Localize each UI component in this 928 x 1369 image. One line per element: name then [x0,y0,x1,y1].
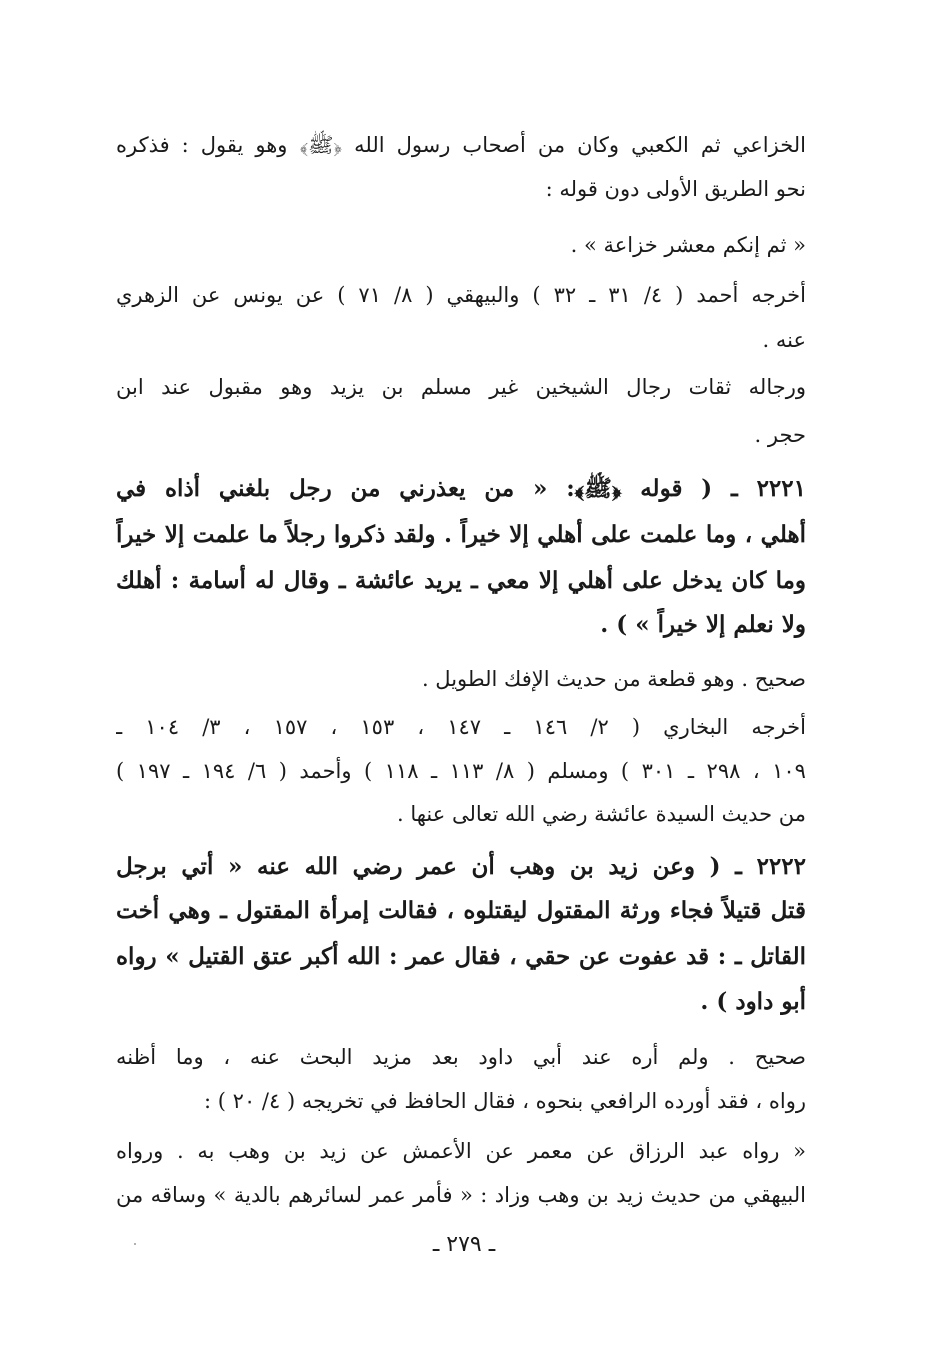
hadith-2221-line-2: أهلي ، وما علمت على أهلي إلا خيراً . ولقد ذكروا رجلاً ما علمت إلا خيراً [116,521,806,548]
hadith-2222-line-1: ٢٢٢٢ ـ ( وعن زيد بن وهب أن عمر رضي الله عنه « أتي برجل [116,853,806,880]
takhrij-line-2: ١٠٩ ، ٢٩٨ ـ ٣٠١ ) ومسلم ( ٨/ ١١٣ ـ ١١٨ ) وأحمد ( ٦/ ١٩٤ ـ ١٩٧ ) [116,759,806,783]
quote-line-2: « رواه عبد الرزاق عن معمر عن الأعمش عن زيد بن وهب به . ورواه [116,1139,806,1163]
hadith-2221-line-3: وما كان يدخل على أهلي إلا معي ـ يريد عائشة ـ وقال له أسامة : أهلك [116,567,806,594]
text-line-6: ورجاله ثقات رجال الشيخين غير مسلم بن يزيد وهو مقبول عند ابن [116,375,806,399]
scan-speck [134,1243,136,1245]
text-line-7: حجر . [754,423,806,447]
hadith-2221-line-4: ولا نعلم إلا خيراً » ) . [600,611,806,638]
hadith-2221-line-1: ٢٢٢١ ـ ( قوله ﴿ﷺ﴾: « من يعذرني من رجل بلغني أذاه في [116,475,806,502]
page-number: ـ ٢٧٩ ـ [432,1232,496,1257]
text-line-5: عنه . [762,328,806,352]
hadith-2222-line-4: أبو داود ) . [700,988,806,1015]
grading-line-2: صحيح . ولم أره عند أبي داود بعد مزيد البحث عنه ، وما أظنه [116,1045,806,1069]
quote-line-3: البيهقي من حديث زيد بن وهب وزاد : « فأمر عمر لسائرهم بالدية » وساقه من [116,1183,806,1207]
quote-line: « ثم إنكم معشر خزاعة » . [570,233,806,257]
hadith-2222-line-3: القاتل ـ : قد عفوت عن حقي ، فقال عمر : الله أكبر عتق القتيل » رواه [116,943,806,970]
grading-line-1: صحيح . وهو قطعة من حديث الإفك الطويل . [421,667,806,691]
text-line-1: الخزاعي ثم الكعبي وكان من أصحاب رسول الله ﴿ﷺ﴾ وهو يقول : فذكره [116,133,806,157]
takhrij-line-1: أخرجه البخاري ( ٢/ ١٤٦ ـ ١٤٧ ، ١٥٣ ، ١٥٧ ، ٣/ ١٠٤ ـ [116,715,806,739]
text-line-2: نحو الطريق الأولى دون قوله : [545,177,806,201]
hadith-2222-line-2: قتل قتيلاً فجاء ورثة المقتول ليقتلوه ، فقالت إمرأة المقتول ـ وهي أخت [116,897,806,924]
text-line-4: أخرجه أحمد ( ٤/ ٣١ ـ ٣٢ ) والبيهقي ( ٨/ ٧١ ) عن يونس عن الزهري [116,283,806,307]
grading-line-3: رواه ، فقد أورده الرافعي بنحوه ، فقال الحافظ في تخريجه ( ٤/ ٢٠ ) : [204,1089,806,1113]
takhrij-line-3: من حديث السيدة عائشة رضي الله تعالى عنها . [396,802,806,826]
